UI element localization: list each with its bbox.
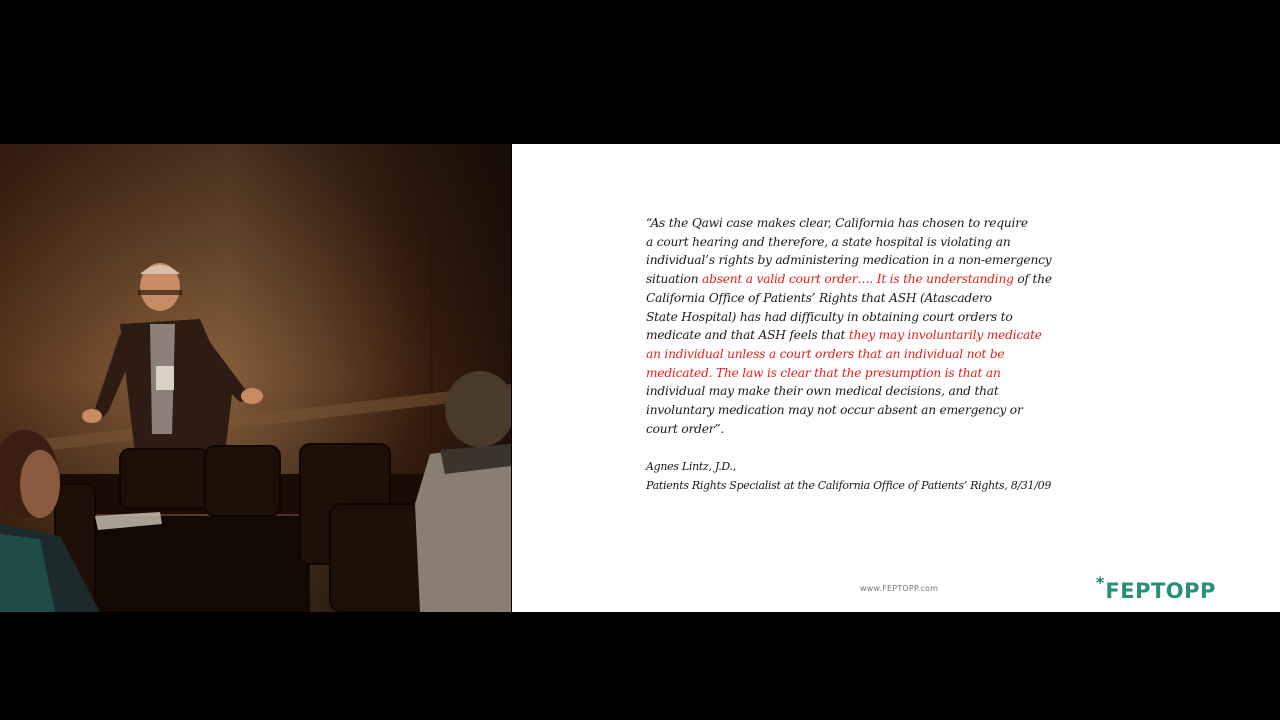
quote-text: medicate and that ASH feels that [646,328,849,343]
quote-line [646,289,1066,308]
quote-highlight: medicated. The law is clear that the presumption is that an [646,365,1001,380]
attribution-title: Patients Rights Specialist at the California Office of Patients’ Rights, 8/31/09 [646,478,1052,492]
website-url: www.FEPTOPP.com [860,584,939,593]
quote-line [646,364,1066,383]
quote-highlight: they may involuntarily medicate [848,328,1042,343]
attribution-name: Agnes Lintz, J.D., [646,460,736,473]
quote-text: of the [1013,272,1052,287]
quote-line [646,326,1066,345]
quote-line [646,345,1066,364]
quote-line [646,401,1066,420]
quote-line [646,420,1066,439]
quote-text: individual’s rights by administering medication in a non-emergency [646,253,1052,268]
quote-text: situation [646,272,703,287]
quote-line [646,270,1066,289]
speaker-video-scene [0,144,511,612]
logo-text: FEPTOPP [1105,579,1216,603]
feptopp-logo [1096,573,1216,606]
letterbox-top [0,0,1280,144]
quote-line [646,308,1066,327]
presentation-slide [512,144,1280,612]
quote-highlight: absent a valid court order…. It is the understanding [702,272,1014,287]
quote-line [646,251,1066,270]
logo-asterisk-icon: * [1096,573,1105,592]
quote-text: “As the Qawi case makes clear, California has chosen to require [646,216,1028,230]
speaker-video [0,144,511,612]
quote-text: involuntary medication may not occur absent an emergency or [646,403,1023,418]
quote-text: individual may make their own medical decisions, and that [646,384,999,399]
slide-quote [646,214,1066,438]
quote-text: court order”. [646,421,725,436]
quote-line [646,214,1066,233]
quote-text: State Hospital) has had difficulty in obtaining court orders to [646,309,1013,324]
quote-text: a court hearing and therefore, a state hospital is violating an [646,234,1011,249]
letterbox-bottom [0,612,1280,720]
quote-line [646,233,1066,252]
quote-line [646,382,1066,401]
slide-attribution [646,458,1076,495]
quote-text: California Office of Patients’ Rights that ASH (Atascadero [646,290,992,305]
quote-highlight: an individual unless a court orders that an individual not be [646,346,1005,361]
